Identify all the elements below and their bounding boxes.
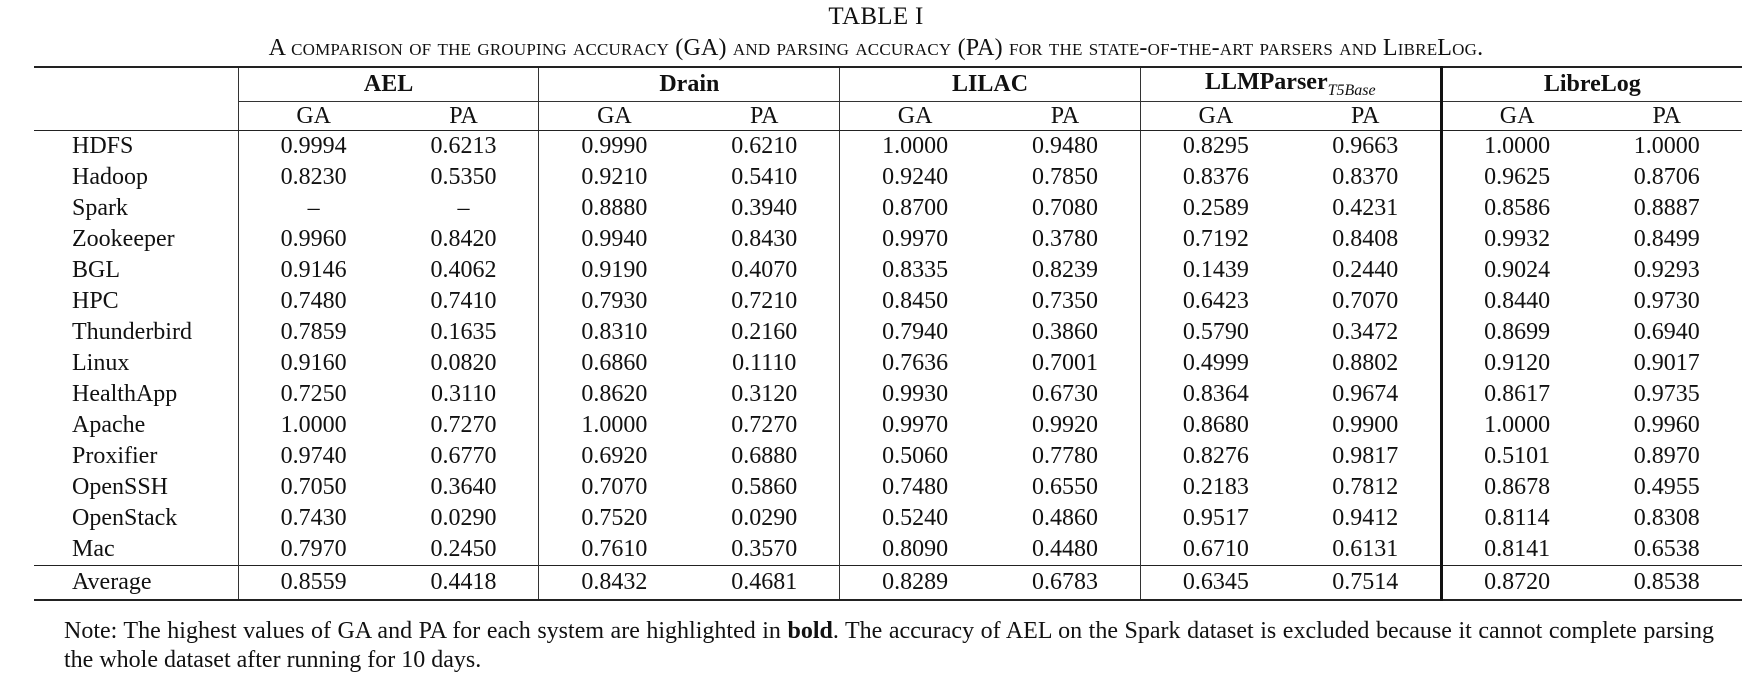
metric-header-ga: GA <box>840 102 990 131</box>
results-table <box>34 66 1742 601</box>
ga-value-cell: 0.5101 <box>1441 441 1591 472</box>
table-header <box>34 67 1742 131</box>
pa-value-cell: 0.9293 <box>1633 257 1700 283</box>
ga-value-cell: 0.9146 <box>238 255 388 286</box>
ga-value-cell: 0.7930 <box>539 286 689 317</box>
ga-value-cell: 0.9240 <box>840 162 990 193</box>
ga-value-cell: 0.8617 <box>1441 379 1591 410</box>
ga-value-cell: 0.9024 <box>1441 255 1591 286</box>
pa-value-cell: 0.5410 <box>731 164 798 190</box>
system-header-librelog <box>1441 67 1742 102</box>
ga-value-cell: 0.8276 <box>1140 441 1290 472</box>
metric-header-ga: GA <box>238 102 388 131</box>
dataset-name: Hadoop <box>72 164 148 190</box>
ga-value-cell: 0.8114 <box>1441 503 1591 534</box>
system-header-lilac <box>840 67 1141 102</box>
pa-value-cell: 0.1110 <box>732 350 797 376</box>
ga-value-cell: 0.9120 <box>1441 348 1591 379</box>
dataset-name: Linux <box>72 350 130 376</box>
pa-value-cell: 0.6210 <box>731 133 798 159</box>
pa-value-cell: 0.2450 <box>430 536 497 562</box>
ga-value-cell: 0.7610 <box>539 534 689 566</box>
pa-value-cell: 0.3640 <box>430 474 497 500</box>
pa-value-cell: 0.8538 <box>1592 566 1743 601</box>
system-name: LibreLog <box>1543 71 1641 97</box>
system-header-row <box>34 67 1742 102</box>
ga-value-cell: 1.0000 <box>840 131 990 163</box>
ga-value-cell: 0.9740 <box>238 441 388 472</box>
table-row <box>34 193 1742 224</box>
table-caption-label: TABLE I <box>828 3 924 30</box>
pa-value-cell: 0.3860 <box>1031 319 1098 345</box>
pa-value-cell: 0.7514 <box>1291 566 1441 601</box>
ga-value-cell: 0.9990 <box>539 131 689 163</box>
ga-value-cell: 0.7480 <box>840 472 990 503</box>
ga-value-cell: 0.8559 <box>238 566 388 601</box>
pa-value-cell: 0.5350 <box>430 164 497 190</box>
ga-value-cell: 0.7520 <box>539 503 689 534</box>
ga-value-cell: 1.0000 <box>539 410 689 441</box>
pa-value-cell: 0.8706 <box>1633 164 1700 190</box>
ga-value-cell: 0.8335 <box>840 255 990 286</box>
pa-value-cell: 0.4480 <box>1031 536 1098 562</box>
table-row <box>34 410 1742 441</box>
pa-value-cell: 0.1635 <box>430 319 497 345</box>
pa-value-cell: 0.9817 <box>1332 443 1399 469</box>
system-name: AEL <box>363 71 414 97</box>
pa-value-cell: 0.0290 <box>430 505 497 531</box>
ga-value-cell: 0.7859 <box>238 317 388 348</box>
note-bold-word: bold <box>787 618 833 644</box>
dataset-name: Apache <box>72 412 146 438</box>
ga-value-cell: 0.8230 <box>238 162 388 193</box>
ga-value-cell: 0.6920 <box>539 441 689 472</box>
metric-header-pa: PA <box>689 102 839 131</box>
system-name: LILAC <box>952 71 1029 97</box>
pa-value-cell: 0.6550 <box>1031 474 1098 500</box>
pa-value-cell: 0.5860 <box>731 474 798 500</box>
table-row <box>34 441 1742 472</box>
pa-value-cell: 0.8430 <box>731 226 798 252</box>
system-name: Drain <box>659 71 720 97</box>
ga-value-cell: 0.7430 <box>238 503 388 534</box>
ga-value-cell: 0.9994 <box>238 131 388 163</box>
ga-value-cell: 0.8720 <box>1441 566 1591 601</box>
system-name: LLMParser <box>1204 69 1328 95</box>
ga-value-cell: 0.9932 <box>1441 224 1591 255</box>
pa-value-cell: – <box>457 195 470 221</box>
ga-value-cell: 0.8090 <box>840 534 990 566</box>
pa-value-cell: 0.3120 <box>731 381 798 407</box>
pa-value-cell: 0.6213 <box>430 133 497 159</box>
ga-value-cell: 0.9625 <box>1441 162 1591 193</box>
pa-value-cell: 0.4070 <box>731 257 798 283</box>
ga-value-cell: 0.9210 <box>539 162 689 193</box>
ga-value-cell: 0.1439 <box>1140 255 1290 286</box>
ga-value-cell: 0.8376 <box>1140 162 1290 193</box>
pa-value-cell: 0.2160 <box>731 319 798 345</box>
ga-value-cell: 0.4999 <box>1140 348 1290 379</box>
pa-value-cell: 0.3472 <box>1332 319 1399 345</box>
ga-value-cell: 0.2183 <box>1140 472 1290 503</box>
pa-value-cell: 0.6131 <box>1332 536 1399 562</box>
pa-value-cell: 0.8887 <box>1633 195 1700 221</box>
metric-header-pa: PA <box>1291 102 1441 131</box>
pa-value-cell: 0.8370 <box>1332 164 1399 190</box>
pa-value-cell: 0.9730 <box>1633 288 1700 314</box>
pa-value-cell: 0.4681 <box>689 566 839 601</box>
ga-value-cell: 0.8620 <box>539 379 689 410</box>
system-name-subscript: T5Base <box>1327 82 1376 99</box>
metric-header-ga: GA <box>1140 102 1290 131</box>
pa-value-cell: 0.2440 <box>1332 257 1399 283</box>
ga-value-cell: 0.9930 <box>840 379 990 410</box>
ga-value-cell: 1.0000 <box>238 410 388 441</box>
pa-value-cell: 0.7210 <box>731 288 798 314</box>
ga-value-cell: 0.6710 <box>1140 534 1290 566</box>
pa-value-cell: 0.8802 <box>1332 350 1399 376</box>
dataset-name: HDFS <box>72 133 134 159</box>
pa-value-cell: 0.7812 <box>1332 474 1399 500</box>
ga-value-cell: 0.8678 <box>1441 472 1591 503</box>
ga-value-cell: 0.8450 <box>840 286 990 317</box>
pa-value-cell: 0.0820 <box>430 350 497 376</box>
dataset-name: Spark <box>72 195 128 221</box>
table-row <box>34 131 1742 163</box>
ga-value-cell: 0.7192 <box>1140 224 1290 255</box>
ga-value-cell: 0.8880 <box>539 193 689 224</box>
metric-header-row <box>34 102 1742 131</box>
pa-value-cell: 0.0290 <box>731 505 798 531</box>
table-row <box>34 224 1742 255</box>
ga-value-cell: 0.8432 <box>539 566 689 601</box>
pa-value-cell: 0.9663 <box>1332 133 1399 159</box>
ga-value-cell: 0.9940 <box>539 224 689 255</box>
pa-value-cell: 0.6880 <box>731 443 798 469</box>
table-row <box>34 503 1742 534</box>
ga-value-cell: 0.6423 <box>1140 286 1290 317</box>
metric-header-pa: PA <box>990 102 1140 131</box>
pa-value-cell: 0.8499 <box>1633 226 1700 252</box>
table-row <box>34 379 1742 410</box>
ga-value-cell: 0.9190 <box>539 255 689 286</box>
ga-value-cell: 1.0000 <box>1441 131 1591 163</box>
metric-header-ga: GA <box>539 102 689 131</box>
pa-value-cell: 0.8408 <box>1332 226 1399 252</box>
pa-value-cell: 1.0000 <box>1633 133 1700 159</box>
pa-value-cell: 0.9674 <box>1332 381 1399 407</box>
metric-header-pa: PA <box>1592 102 1743 131</box>
pa-value-cell: 0.4418 <box>389 566 539 601</box>
pa-value-cell: 0.7080 <box>1031 195 1098 221</box>
dataset-name: BGL <box>72 257 120 283</box>
ga-value-cell: 0.7070 <box>539 472 689 503</box>
pa-value-cell: 0.7410 <box>430 288 497 314</box>
ga-value-cell: 0.9970 <box>840 410 990 441</box>
corner-cell <box>34 67 238 102</box>
dataset-name: Thunderbird <box>72 319 192 345</box>
pa-value-cell: 0.7001 <box>1031 350 1098 376</box>
ga-value-cell: 0.9960 <box>238 224 388 255</box>
metric-header-pa: PA <box>389 102 539 131</box>
pa-value-cell: 0.9900 <box>1332 412 1399 438</box>
ga-value-cell: 1.0000 <box>1441 410 1591 441</box>
pa-value-cell: 0.3570 <box>731 536 798 562</box>
pa-value-cell: 0.3940 <box>731 195 798 221</box>
ga-value-cell: 0.8586 <box>1441 193 1591 224</box>
ga-value-cell: 0.8699 <box>1441 317 1591 348</box>
ga-value-cell: 0.7940 <box>840 317 990 348</box>
ga-value-cell: 0.5060 <box>840 441 990 472</box>
dataset-name: Mac <box>72 536 115 562</box>
table-caption-text: A comparison of the grouping accuracy (GA) and parsing accuracy (PA) for the state-of-the-art parsers and LibreLog. <box>268 35 1484 61</box>
ga-value-cell: 0.8680 <box>1140 410 1290 441</box>
pa-value-cell: 0.8308 <box>1633 505 1700 531</box>
pa-value-cell: 0.9735 <box>1633 381 1700 407</box>
average-label: Average <box>34 566 238 601</box>
note-suffix: . The accuracy of AEL on the Spark dataset is excluded because it cannot complete parsing the whole dataset after running for 10 days. <box>64 618 1715 673</box>
system-header-drain <box>539 67 840 102</box>
pa-value-cell: 0.7850 <box>1031 164 1098 190</box>
ga-value-cell: 0.7250 <box>238 379 388 410</box>
pa-value-cell: 0.7270 <box>430 412 497 438</box>
pa-value-cell: 0.4231 <box>1332 195 1399 221</box>
table-row <box>34 472 1742 503</box>
pa-value-cell: 0.6538 <box>1633 536 1700 562</box>
average-row <box>34 566 1742 601</box>
pa-value-cell: 0.3110 <box>430 381 497 407</box>
corner-cell <box>34 102 238 131</box>
ga-value-cell: – <box>238 193 388 224</box>
metric-header-ga: GA <box>1441 102 1591 131</box>
pa-value-cell: 0.4955 <box>1633 474 1700 500</box>
table-body <box>34 131 1742 601</box>
table-row <box>34 534 1742 566</box>
ga-value-cell: 0.8295 <box>1140 131 1290 163</box>
note-prefix: Note: The highest values of GA and PA for each system are highlighted in <box>64 618 788 644</box>
dataset-name: HPC <box>72 288 119 314</box>
pa-value-cell: 0.7350 <box>1031 288 1098 314</box>
table-note <box>64 617 1714 675</box>
pa-value-cell: 0.4860 <box>1031 505 1098 531</box>
ga-value-cell: 0.5790 <box>1140 317 1290 348</box>
ga-value-cell: 0.8440 <box>1441 286 1591 317</box>
table-row <box>34 255 1742 286</box>
ga-value-cell: 0.8364 <box>1140 379 1290 410</box>
pa-value-cell: 0.9412 <box>1332 505 1399 531</box>
ga-value-cell: 0.8289 <box>840 566 990 601</box>
system-header-ael <box>238 67 539 102</box>
pa-value-cell: 0.3780 <box>1031 226 1098 252</box>
pa-value-cell: 0.8239 <box>1031 257 1098 283</box>
ga-value-cell: 0.6860 <box>539 348 689 379</box>
dataset-name: Zookeeper <box>72 226 175 252</box>
ga-value-cell: 0.7480 <box>238 286 388 317</box>
dataset-name: Proxifier <box>72 443 158 469</box>
pa-value-cell: 0.6940 <box>1633 319 1700 345</box>
pa-value-cell: 0.8970 <box>1633 443 1700 469</box>
ga-value-cell: 0.5240 <box>840 503 990 534</box>
ga-value-cell: 0.9517 <box>1140 503 1290 534</box>
dataset-name: OpenStack <box>72 505 178 531</box>
pa-value-cell: 0.9920 <box>1031 412 1098 438</box>
pa-value-cell: 0.9017 <box>1633 350 1700 376</box>
pa-value-cell: 0.6770 <box>430 443 497 469</box>
ga-value-cell: 0.9160 <box>238 348 388 379</box>
ga-value-cell: 0.7050 <box>238 472 388 503</box>
ga-value-cell: 0.8310 <box>539 317 689 348</box>
system-header-llmparser <box>1140 67 1441 102</box>
ga-value-cell: 0.6345 <box>1140 566 1290 601</box>
pa-value-cell: 0.8420 <box>430 226 497 252</box>
ga-value-cell: 0.9970 <box>840 224 990 255</box>
ga-value-cell: 0.2589 <box>1140 193 1290 224</box>
pa-value-cell: 0.4062 <box>430 257 497 283</box>
pa-value-cell: 0.9960 <box>1633 412 1700 438</box>
pa-value-cell: 0.9480 <box>1031 133 1098 159</box>
table-row <box>34 286 1742 317</box>
pa-value-cell: 0.7070 <box>1332 288 1399 314</box>
ga-value-cell: 0.7970 <box>238 534 388 566</box>
table-row <box>34 317 1742 348</box>
pa-value-cell: 0.6730 <box>1031 381 1098 407</box>
ga-value-cell: 0.8700 <box>840 193 990 224</box>
pa-value-cell: 0.7780 <box>1031 443 1098 469</box>
table-row <box>34 348 1742 379</box>
table-row <box>34 162 1742 193</box>
ga-value-cell: 0.7636 <box>840 348 990 379</box>
dataset-name: OpenSSH <box>72 474 169 500</box>
pa-value-cell: 0.7270 <box>731 412 798 438</box>
pa-value-cell: 0.6783 <box>990 566 1140 601</box>
ga-value-cell: 0.8141 <box>1441 534 1591 566</box>
dataset-name: HealthApp <box>72 381 178 407</box>
